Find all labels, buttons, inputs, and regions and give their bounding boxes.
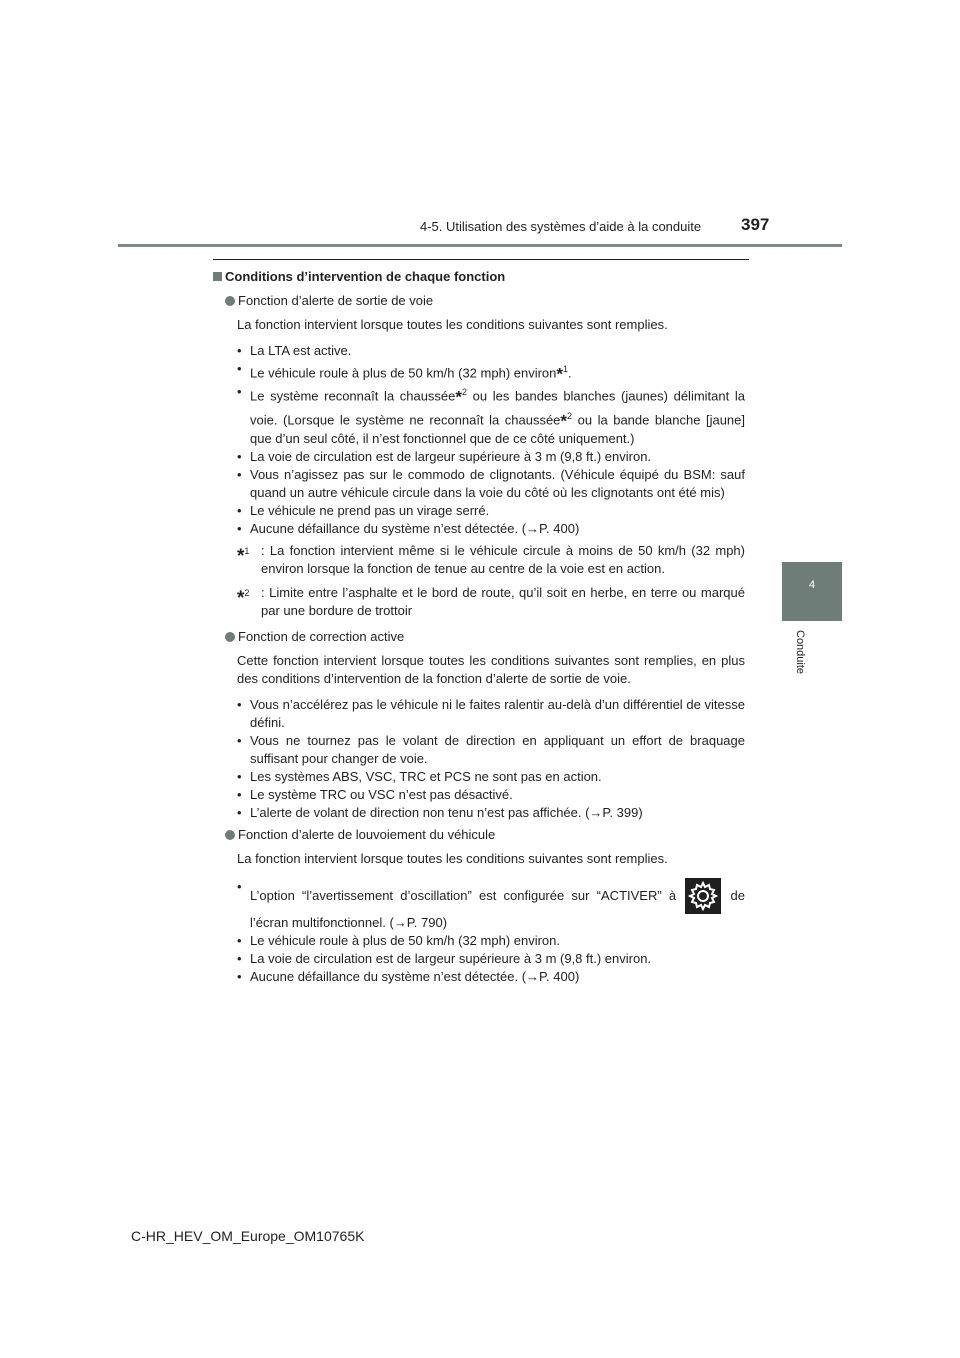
footnote-ref: * [556, 364, 564, 384]
subsection-title-text: Fonction d’alerte de louvoiement du véhicule [238, 826, 496, 842]
content-top-rule [213, 259, 749, 260]
page-header-title: 4-5. Utilisation des systèmes d’aide à la conduite [420, 219, 702, 234]
list-item-text-cont: ou la bande blanche [jaune] que d’un seul côté, il n’est fonctionnel que de ce côté uniquement.) [250, 411, 745, 446]
list-item: • Vous n’accélérez pas le véhicule ni le faites ralentir au-delà d’un différentiel de vitesse défini. [237, 696, 745, 732]
footnote-ref-number: 2 [567, 410, 573, 421]
condition-list [237, 878, 745, 986]
list-item: • Vous ne tournez pas le volant de direction en appliquant un effort de braquage suffisant pour changer de voie. [237, 732, 745, 768]
list-item-text: Le système reconnaît la chaussée [250, 388, 456, 404]
section-heading [213, 268, 745, 286]
list-item: • Aucune défaillance du système n’est détectée. (→P. 400) [237, 520, 745, 538]
footnote-ref: * [560, 410, 568, 430]
subsection-title [225, 292, 745, 310]
list-item-text-cont: ou les bandes blanches (jaunes) délimitant la voie. (Lorsque le système ne reconnaît la chaussée [250, 388, 745, 427]
list-item-suffix: . [568, 365, 572, 381]
list-item-text-cont: de l’écran multifonctionnel. (→P. 790) [250, 887, 745, 930]
main-content [213, 268, 745, 990]
header-rule [118, 244, 842, 247]
chapter-tab-label: Conduite [794, 630, 806, 675]
footnote-text: : La fonction intervient même si le véhicule circule à moins de 50 km/h (32 mph) environ lorsque la fonction de tenue au centre de la voie est en action. [261, 542, 745, 576]
footnote-number: 1 [244, 545, 250, 556]
footnote-star: * [237, 545, 245, 567]
footnote-ref-number: 2 [462, 387, 468, 398]
page-number: 397 [741, 215, 770, 234]
chapter-tab [782, 562, 842, 621]
list-item: • Le véhicule ne prend pas un virage serré. [237, 502, 745, 520]
footnote-ref-number: 1 [563, 364, 569, 374]
circle-bullet-icon [225, 296, 235, 306]
footnote-star: * [237, 587, 245, 609]
circle-bullet-icon [225, 830, 235, 840]
list-item: • Les systèmes ABS, VSC, TRC et PCS ne sont pas en action. [237, 768, 745, 786]
list-item [237, 383, 745, 448]
subsection-title [225, 826, 745, 844]
subsection-title-text: Fonction de correction active [238, 628, 405, 644]
list-item-text: Le véhicule roule à plus de 50 km/h (32 mph) environ [250, 365, 557, 381]
circle-bullet-icon [225, 632, 235, 642]
footnote-number: 2 [244, 587, 250, 598]
footnote [237, 584, 745, 620]
list-item: • La LTA est active. [237, 342, 745, 360]
subsection-intro: La fonction intervient lorsque toutes les conditions suivantes sont remplies. [237, 850, 668, 866]
condition-list [237, 342, 745, 538]
section-heading-text: Conditions d’intervention de chaque fonction [225, 269, 506, 284]
gear-icon [685, 878, 721, 914]
list-item: • Le véhicule roule à plus de 50 km/h (32 mph) environ. [237, 932, 745, 950]
footnote-mark [237, 584, 249, 608]
footnote-ref: * [455, 387, 463, 407]
list-item [237, 878, 745, 932]
chapter-tab-number: 4 [808, 579, 816, 591]
subsection-intro: La fonction intervient lorsque toutes les conditions suivantes sont remplies. [237, 317, 668, 332]
footnote [237, 542, 745, 578]
list-item-text: L’option “l’avertissement d’oscillation” est configurée sur “ACTIVER” à [250, 887, 677, 903]
list-item: • Aucune défaillance du système n’est détectée. (→P. 400) [237, 968, 745, 986]
list-item: • Vous n’agissez pas sur le commodo de clignotants. (Véhicule équipé du BSM: sauf quand un autre véhicule circule dans la voie du côté où les clignotants ont été mis) [237, 466, 745, 502]
square-bullet-icon [213, 272, 222, 281]
list-item: • Le système TRC ou VSC n’est pas désactivé. [237, 786, 745, 804]
condition-list [237, 696, 745, 822]
subsection-intro: Cette fonction intervient lorsque toutes les conditions suivantes sont remplies, en plus des conditions d’intervention de la fonction d’alerte de sortie de voie. [237, 652, 745, 686]
list-item: • L’alerte de volant de direction non tenu n’est pas affichée. (→P. 399) [237, 804, 745, 822]
list-item [237, 360, 745, 383]
list-item: • La voie de circulation est de largeur supérieure à 3 m (9,8 ft.) environ. [237, 950, 745, 968]
list-item: • La voie de circulation est de largeur supérieure à 3 m (9,8 ft.) environ. [237, 448, 745, 466]
footnote-text: : Limite entre l’asphalte et le bord de route, qu’il soit en herbe, en terre ou marqué par une bordure de trottoir [261, 584, 745, 618]
footer-document-id: C-HR_HEV_OM_Europe_OM10765K [131, 1228, 365, 1244]
footnote-mark [237, 542, 249, 566]
subsection-title-text: Fonction d’alerte de sortie de voie [238, 293, 434, 308]
subsection-title [225, 628, 745, 646]
